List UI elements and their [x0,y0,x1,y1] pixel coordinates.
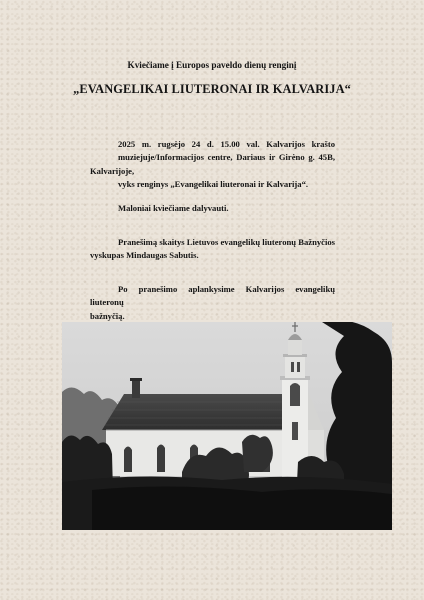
paragraph-details [90,138,335,192]
visit-line-1: Po pranešimo aplankysime Kalvarijos evangelikų liuteronų [90,284,335,308]
paragraph-visit [90,283,335,323]
details-line-2: muziejuje/Informacijos centre, Dariaus ir Girėno g. 45B, Kalvarijoje, [90,152,335,176]
details-line-1: 2025 m. rugsėjo 24 d. 15.00 val. Kalvarijos krašto [118,139,335,149]
invite-line: Kviečiame į Europos paveldo dienų renginį [127,60,297,70]
speaker-line-2: vyskupas Mindaugas Sabutis. [90,250,199,261]
visit-line-2: bažnyčią. [90,310,125,321]
speaker-line-1: Pranešimą skaitys Lietuvos evangelikų liuteronų Bažnyčios [118,237,335,247]
chimney [132,380,140,398]
paragraph-speaker [90,236,335,263]
details-line-3: vyks renginys „Evangelikai liuteronai ir Kalvarija“. [118,179,309,190]
event-title: „EVANGELIKAI LIUTERONAI IR KALVARIJA“ [73,82,351,96]
church-photo [62,322,392,530]
paragraph-welcome: Maloniai kviečiame dalyvauti. [118,203,229,213]
